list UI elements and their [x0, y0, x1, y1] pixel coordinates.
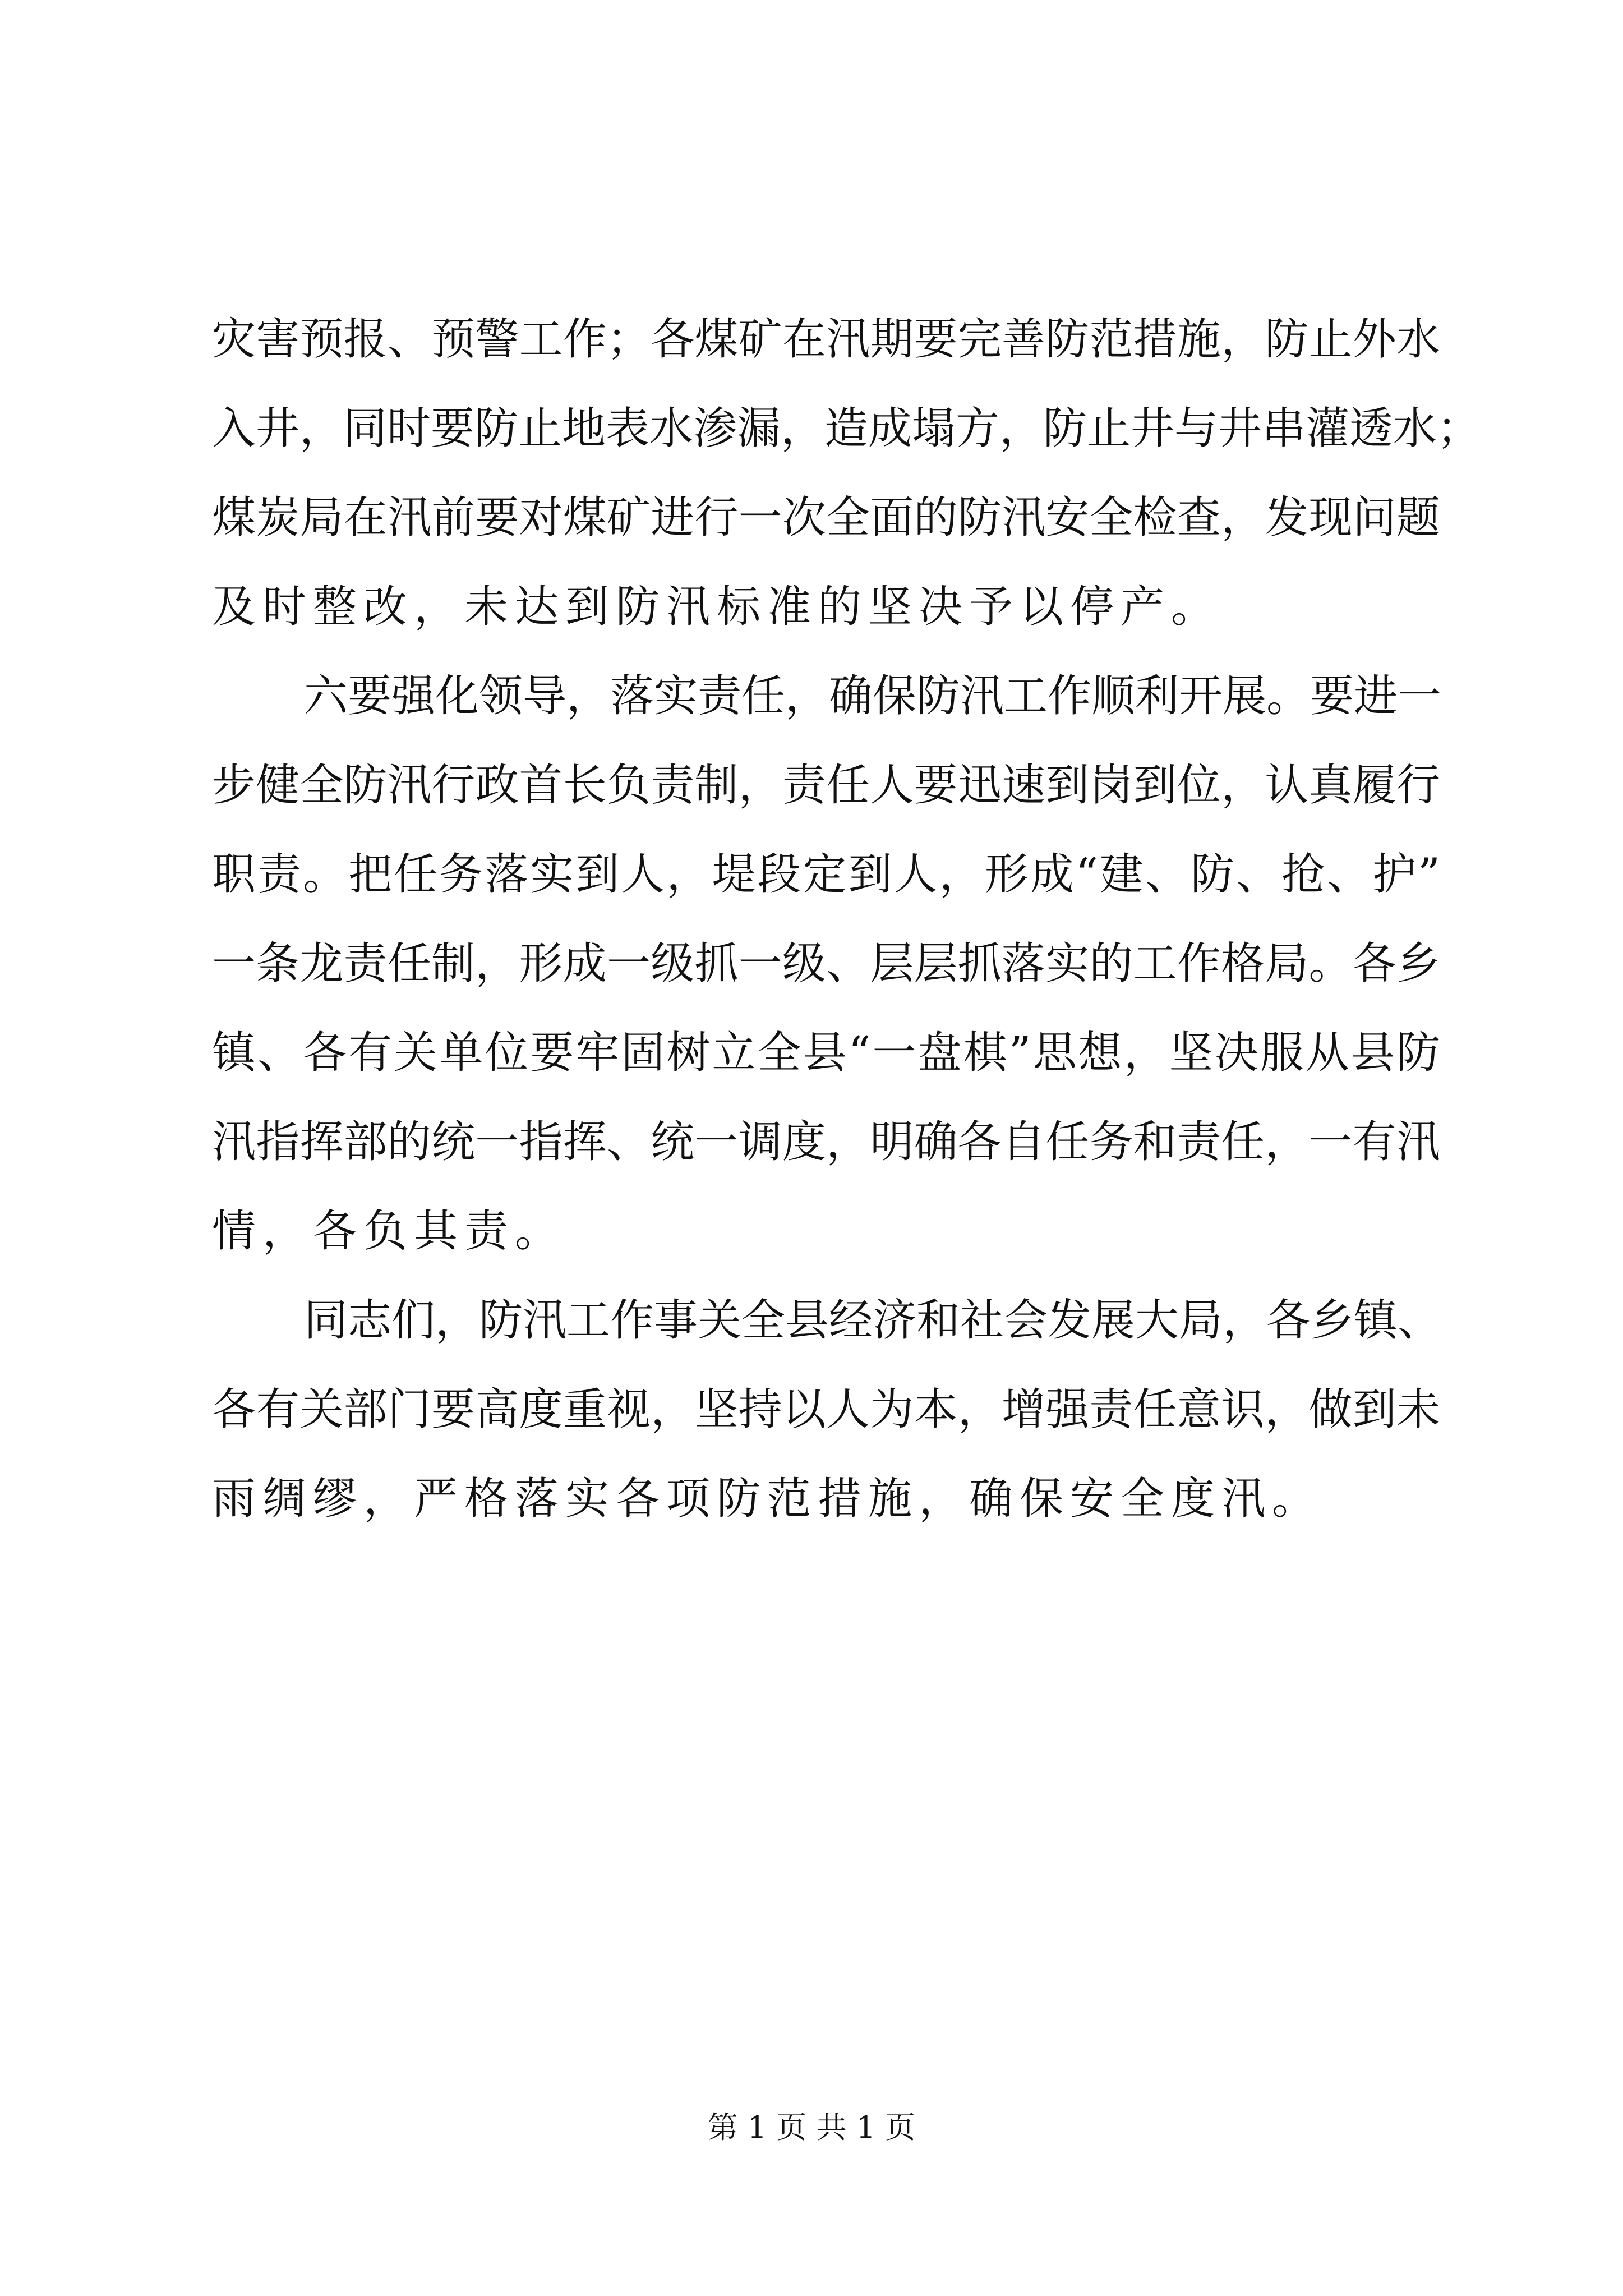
page-footer: 第 1 页 共 1 页	[707, 2110, 916, 2145]
text-line: 汛指挥部的统一指挥、统一调度，明确各自任务和责任，一有汛	[212, 1117, 1440, 1167]
paragraph-2	[212, 652, 1440, 1276]
text-line: 职责。把任务落实到人，堤段定到人，形成“建、防、抢、护”	[212, 849, 1440, 900]
text-line: 情，各负其责。	[212, 1206, 566, 1257]
text-line: 一条龙责任制，形成一级抓一级、层层抓落实的工作格局。各乡	[212, 938, 1440, 989]
text-line: 镇、各有关单位要牢固树立全县“一盘棋”思想，坚决服从县防	[212, 1028, 1440, 1078]
text-line: 灾害预报、预警工作；各煤矿在汛期要完善防范措施，防止外水	[212, 314, 1440, 365]
text-line: 雨绸缪，严格落实各项防范措施，确保安全度汛。	[212, 1474, 1323, 1524]
paragraph-3	[212, 1276, 1440, 1544]
text-line: 各有关部门要高度重视，坚持以人为本，增强责任意识，做到未	[212, 1384, 1440, 1435]
text-line: 及时整改，未达到防汛标准的坚决予以停产。	[212, 582, 1222, 632]
paragraph-1	[212, 295, 1481, 652]
text-line: 六要强化领导，落实责任，确保防汛工作顺利开展。要进一	[304, 671, 1442, 721]
text-line: 步健全防汛行政首长负责制，责任人要迅速到岗到位，认真履行	[212, 760, 1440, 811]
text-line: 煤炭局在汛前要对煤矿进行一次全面的防汛安全检查，发现问题	[212, 493, 1440, 543]
text-line: 入井，同时要防止地表水渗漏，造成塌方，防止井与井串灌透水；	[212, 403, 1481, 454]
text-line: 同志们，防汛工作事关全县经济和社会发展大局，各乡镇、	[304, 1295, 1442, 1346]
